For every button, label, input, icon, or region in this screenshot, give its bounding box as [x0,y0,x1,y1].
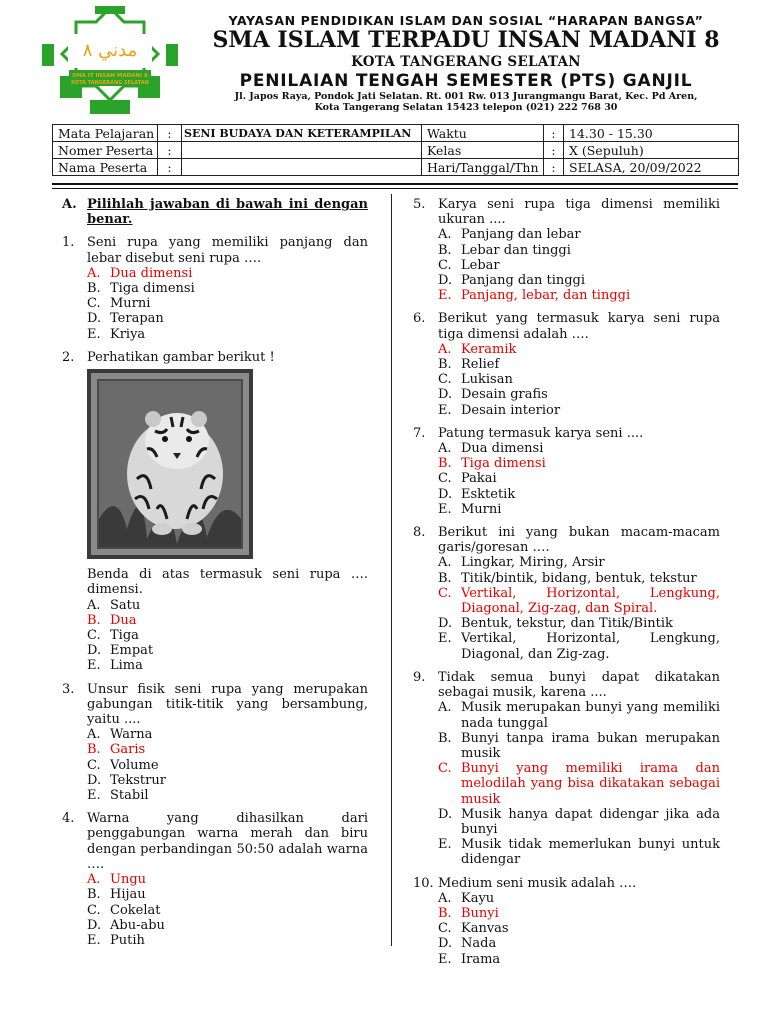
address-line-2: Kota Tangerang Selatan 15423 telepon (021) 222 768 30 [314,102,618,113]
option-text: Vertikal, Horizontal, Lengkung, Diagonal, Zig-zag, dan Spiral. [461,585,720,617]
option-text: Desain grafis [461,387,548,403]
answer-option [438,502,720,517]
answer-option [438,471,720,486]
city-name: KOTA TANGERANG SELATAN [351,54,581,70]
option-text: Nada [461,936,497,952]
option-text: Volume [110,757,159,773]
info-value: X (Sepuluh) [564,142,739,159]
question-item [413,311,720,417]
answer-option [438,571,720,586]
option-letter: C. [87,296,101,312]
info-colon: : [544,142,564,159]
answer-option [87,933,368,948]
option-letter: B. [438,357,452,373]
answer-option-correct [438,342,720,357]
tiger-painting-image [87,369,253,559]
section-number: A. [62,197,77,212]
answer-option [87,758,368,773]
answer-option [438,936,720,951]
answer-option-correct [87,266,368,281]
option-letter: E. [87,932,101,948]
option-text: Garis [110,742,146,758]
answer-option [87,788,368,803]
option-text: Bunyi yang memiliki irama dan melodilah yang bisa dikatakan sebagai musik [461,761,720,807]
answer-option [438,227,720,242]
option-letter: A. [87,727,101,743]
option-text: Bunyi [461,905,499,921]
info-value [182,159,422,176]
answer-option-correct [87,742,368,757]
question-text: Perhatikan gambar berikut ! [87,349,275,365]
question-text: Seni rupa yang memiliki panjang dan lebar disebut seni rupa …. [87,235,368,266]
option-letter: A. [87,872,101,888]
option-letter: B. [87,742,101,758]
answer-option [87,598,368,613]
option-text: Murni [461,501,502,517]
foundation-name: YAYASAN PENDIDIKAN ISLAM DAN SOSIAL “HARAPAN BANGSA” [228,13,704,28]
answer-option [438,273,720,288]
option-letter: A. [438,441,452,457]
option-letter: E. [438,631,452,647]
answer-option [438,403,720,418]
option-letter: D. [438,806,453,822]
option-letter: A. [438,700,452,716]
answer-option-correct [438,586,720,616]
question-number: 4. [62,811,75,827]
column-divider [391,194,392,946]
logo-text-1: SMA IT INSAN MADANI 8 [72,73,148,79]
info-row [53,125,739,142]
option-letter: C. [438,585,452,601]
info-label: Mata Pelajaran [53,125,158,142]
info-label: Nomer Peserta [53,142,158,159]
question-item [413,525,720,662]
answer-option [87,727,368,742]
question-item [62,811,368,948]
answer-option [438,616,720,631]
option-letter: B. [87,612,101,628]
option-text: Esktetik [461,486,516,502]
info-label: Kelas [422,142,544,159]
answer-option [438,837,720,867]
question-number: 10. [413,875,434,891]
answer-option [87,296,368,311]
option-text: Lukisan [461,372,513,388]
option-letter: D. [438,616,453,632]
question-text: Benda di atas termasuk seni rupa …. dimensi. [87,567,368,598]
question-item [413,876,720,967]
option-letter: E. [438,288,452,304]
question-number: 1. [62,235,75,251]
option-text: Stabil [110,788,149,804]
option-letter: D. [87,772,102,788]
option-letter: B. [87,887,101,903]
question-text: Patung termasuk karya seni .... [438,425,644,441]
answer-option [87,903,368,918]
option-letter: B. [438,905,452,921]
option-letter: E. [438,951,452,967]
info-value [182,142,422,159]
answer-option-correct [438,906,720,921]
answer-option-correct [87,872,368,887]
answer-option [438,441,720,456]
option-letter: A. [87,265,101,281]
option-letter: E. [87,658,101,674]
question-text: Medium seni musik adalah …. [438,875,637,891]
section-title: Pilihlah jawaban di bawah ini dengan benar. [87,197,368,228]
answer-option-correct [438,288,720,303]
question-number: 3. [62,681,75,697]
answer-option [438,807,720,837]
info-label: Waktu [422,125,544,142]
option-text: Dua dimensi [110,265,193,281]
answer-option-correct [87,613,368,628]
question-text: Berikut yang termasuk karya seni rupa tiga dimensi adalah …. [438,311,720,342]
option-text: Lebar dan tinggi [461,242,571,258]
info-value: SENI BUDAYA DAN KETERAMPILAN [182,125,422,142]
option-letter: B. [438,730,452,746]
answer-option-correct [438,456,720,471]
option-text: Pakai [461,471,497,487]
answer-option [438,555,720,570]
option-letter: D. [438,387,453,403]
option-text: Musik tidak memerlukan bunyi untuk didengar [461,837,720,868]
option-letter: A. [87,597,101,613]
option-letter: D. [438,273,453,289]
answer-option [87,887,368,902]
question-text: Unsur fisik seni rupa yang merupakan gabungan titik-titik yang bersambung, yaitu .... [87,681,368,728]
option-letter: C. [438,372,452,388]
info-label: Hari/Tanggal/Thn [422,159,544,176]
question-number: 8. [413,525,426,541]
info-colon: : [158,159,182,176]
option-text: Tiga dimensi [461,456,546,472]
option-text: Desain interior [461,402,561,418]
option-letter: B. [87,281,101,297]
option-text: Abu-abu [110,917,165,933]
option-text: Relief [461,357,500,373]
option-text: Titik/bintik, bidang, bentuk, tekstur [461,570,697,586]
option-text: Lima [110,658,143,674]
question-text: Berikut ini yang bukan macam-macam garis/goresan …. [438,525,720,556]
option-text: Putih [110,932,145,948]
question-item [413,426,720,517]
answer-option [87,658,368,673]
question-item [62,235,368,341]
option-text: Kriya [110,326,146,342]
question-item [413,670,720,868]
option-text: Tiga dimensi [110,281,195,297]
option-text: Murni [110,296,151,312]
answer-option [438,258,720,273]
option-letter: C. [87,902,101,918]
option-text: Tekstrur [110,772,166,788]
option-letter: B. [438,570,452,586]
question-number: 9. [413,669,426,685]
option-text: Dua dimensi [461,441,544,457]
info-colon: : [544,125,564,142]
option-text: Terapan [110,311,164,327]
right-column [413,197,720,975]
answer-option-correct [438,761,720,807]
question-number: 7. [413,425,426,441]
option-letter: D. [438,486,453,502]
option-letter: C. [438,257,452,273]
address-line-1: Jl. Japos Raya, Pondok Jati Selatan. Rt. 001 Rw. 013 Jurangmangu Barat, Kec. Pd Aren, [234,91,698,102]
school-logo [40,6,180,118]
option-text: Cokelat [110,902,161,918]
option-letter: A. [438,341,452,357]
option-text: Empat [110,643,154,659]
option-text: Panjang dan tinggi [461,273,586,289]
option-letter: E. [438,402,452,418]
option-letter: A. [438,555,452,571]
question-text: Tidak semua bunyi dapat dikatakan sebagai musik, karena .... [438,669,720,701]
info-value: 14.30 - 15.30 [564,125,739,142]
question-number: 6. [413,311,426,327]
option-letter: B. [438,242,452,258]
option-text: Kayu [461,890,495,906]
info-row [53,159,739,176]
answer-option [438,487,720,502]
question-text: Karya seni rupa tiga dimensi memiliki ukuran .... [438,197,720,228]
option-text: Lingkar, Miring, Arsir [461,555,605,571]
school-name: SMA ISLAM TERPADU INSAN MADANI 8 [212,27,720,53]
option-text: Bunyi tanpa irama bukan merupakan musik [461,730,720,761]
option-text: Kanvas [461,921,509,937]
answer-option [438,357,720,372]
option-letter: E. [438,837,452,853]
info-label: Nama Peserta [53,159,158,176]
option-text: Hijau [110,887,146,903]
question-item [413,197,720,303]
answer-option [87,311,368,326]
option-letter: A. [438,890,452,906]
answer-option [438,731,720,761]
option-text: Keramik [461,341,517,357]
option-letter: E. [438,501,452,517]
option-text: Musik hanya dapat didengar jika ada bunyi [461,806,720,837]
answer-option [438,700,720,730]
answer-option [87,773,368,788]
answer-option [438,387,720,402]
option-text: Irama [461,951,501,967]
option-text: Musik merupakan bunyi yang memiliki nada tunggal [461,700,720,731]
info-colon: : [544,159,564,176]
answer-option [438,891,720,906]
option-text: Bentuk, tekstur, dan Titik/Bintik [461,616,673,632]
option-text: Panjang, lebar, dan tinggi [461,288,631,304]
option-text: Vertikal, Horizontal, Lengkung, Diagonal, dan Zig-zag. [461,631,720,662]
info-colon: : [158,125,182,142]
option-letter: C. [87,757,101,773]
option-letter: E. [87,788,101,804]
divider-line [52,188,738,189]
option-letter: D. [438,936,453,952]
answer-option [438,631,720,661]
answer-option [438,921,720,936]
info-value: SELASA, 20/09/2022 [564,159,739,176]
divider-line [52,183,738,185]
left-column [62,197,368,956]
option-letter: B. [438,456,452,472]
answer-option [438,952,720,967]
question-text: Warna yang dihasilkan dari penggabungan warna merah dan biru dengan perbandingan 50:50 adalah warna …. [87,811,368,872]
answer-option [87,643,368,658]
info-colon: : [158,142,182,159]
answer-option [438,243,720,258]
option-text: Lebar [461,257,500,273]
student-info-table [52,124,739,176]
option-text: Satu [110,597,141,613]
answer-option [438,372,720,387]
question-number: 2. [62,349,75,365]
option-text: Warna [110,727,153,743]
answer-option [87,281,368,296]
option-text: Panjang dan lebar [461,227,581,243]
option-letter: C. [438,921,452,937]
option-letter: C. [438,471,452,487]
answer-option [87,918,368,933]
option-text: Ungu [110,872,147,888]
info-row [53,142,739,159]
option-text: Tiga [110,628,139,644]
option-letter: D. [87,917,102,933]
answer-option [87,327,368,342]
option-letter: E. [87,326,101,342]
exam-title: PENILAIAN TENGAH SEMESTER (PTS) GANJIL [239,71,693,91]
question-item [62,350,368,674]
option-letter: A. [438,227,452,243]
question-item [62,682,368,804]
section-heading [62,197,368,227]
answer-option [87,628,368,643]
question-number: 5. [413,197,426,212]
svg-text:مدني ٨: مدني ٨ [82,40,138,61]
option-letter: C. [87,628,101,644]
option-letter: D. [87,643,102,659]
option-text: Dua [110,612,137,628]
option-letter: D. [87,311,102,327]
option-letter: C. [438,761,452,777]
logo-text-2: KOTA TANGERANG SELATAN [71,80,149,86]
